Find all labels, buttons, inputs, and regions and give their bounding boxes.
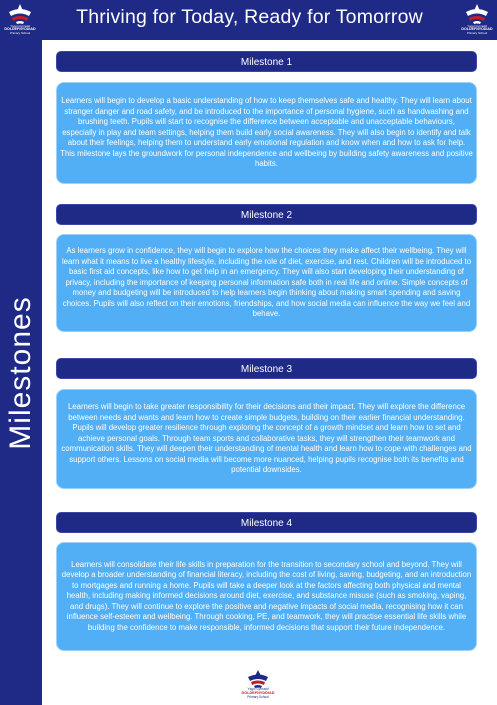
milestone-1-header: Milestone 1 (56, 51, 477, 72)
sidebar-label: Milestones (4, 296, 37, 450)
logo-line-3: Primary School (466, 31, 488, 35)
milestone-3-header: Milestone 3 (56, 358, 477, 379)
logo-line-1: Ysgol Gynradd (467, 24, 487, 28)
milestone-4-panel (56, 542, 477, 651)
footer-school-logo (241, 669, 275, 703)
school-emblem-icon (460, 2, 494, 26)
milestone-2-text: As learners grow in confidence, they will begin to explore how the choices they make affect their wellbeing. They will learn what it means to live a healthy lifestyle, including the role of diet, exercise, and rest. Children will be introduced to basic first aid concepts, like how to get help in an emergency. They will also start developing their understanding of privacy, including the importance of keeping personal information safe both in real life and online. Simple concepts of money and budgeting will be introduced to help learners begin thinking about making smart spending and saving choices. Pupils will also reflect on their emotions, friendships, and how social media can influence the way we feel and behave. (61, 246, 472, 319)
school-emblem-icon (241, 669, 275, 689)
logo-line-3: Primary School (9, 31, 31, 35)
milestone-1-text: Learners will begin to develop a basic understanding of how to keep themselves safe and healthy. They will learn about stranger danger and road safety, and be introduced to the importance of personal hygiene, such as handwashing and brushing teeth. Pupils will start to recognise the difference between acceptable and unacceptable behaviours, especially in play and team settings, helping them build early social awareness. They will also begin to identify and talk about their feelings, helping them to understand early emotional regulation and know when and how to ask for help. This milestone lays the groundwork for personal independence and wellbeing by building safety awareness and positive habits. (60, 96, 473, 169)
logo-line-2: DOLDEFNYDDIAD (461, 27, 493, 31)
page-title: Thriving for Today, Ready for Tomorrow (76, 6, 423, 28)
milestone-2-panel (56, 234, 477, 332)
school-logo (3, 2, 37, 38)
school-logo (460, 2, 494, 38)
school-emblem-icon (3, 2, 37, 26)
logo-line-2: DOLDEFNYDDIAD (4, 27, 36, 31)
milestone-1-panel (56, 82, 477, 184)
footer-logo-line-3: Primary School (247, 695, 269, 699)
milestone-3-text: Learners will begin to take greater responsibility for their decisions and their impact. They will explore the difference between needs and wants and learn how to create simple budgets, building on their earlier financial understanding. Pupils will develop greater resilience through exploring the concept of a growth mindset and learn how to set and achieve personal goals. Through team sports and collaborative tasks, they will strengthen their teamwork and communication skills. They will deepen their understanding of mental health and learn how to cope with challenges and support others. Lessons on social media will become more nuanced, helping pupils recognise both its benefits and potential downsides. (61, 402, 472, 475)
page-header (0, 0, 497, 40)
milestone-2-header: Milestone 2 (56, 204, 477, 225)
milestone-3-panel (56, 389, 477, 489)
logo-line-1: Ysgol Gynradd (10, 24, 30, 28)
footer-logo-line-2: DOLDEFNYDDIAD (241, 691, 275, 695)
milestone-4-header: Milestone 4 (56, 512, 477, 533)
footer-logo-line-1: Ysgol Gynradd (247, 687, 269, 691)
milestone-4-text: Learners will consolidate their life skills in preparation for the transition to secondary school and beyond. They will develop a broader understanding of financial literacy, including the cost of living, saving, budgeting, and an introduction to mortgages and running a home. Pupils will take a deeper look at the factors affecting both physical and mental health, including making informed decisions around diet, exercise, and substance misuse (such as smoking, vaping, and drugs). They will continue to explore the positive and negative impacts of social media, recognising how it can influence self-esteem and wellbeing. Through cooking, PE, and teamwork, they will practise essential life skills while building the confidence to make responsible, informed decisions that support their future independence. (61, 559, 472, 632)
sidebar (0, 40, 42, 705)
